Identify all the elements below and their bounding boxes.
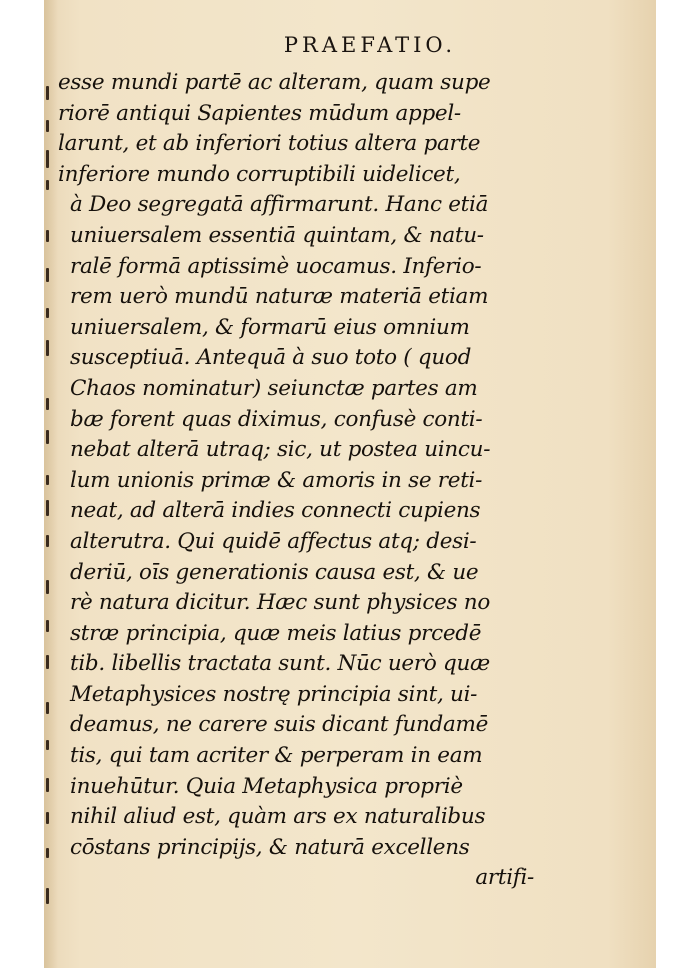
text-line: Chaos nominatur) seiunctæ partes am [70,375,478,401]
text-line: nihil aliud est, quàm ars ex naturalibus [70,804,486,830]
text-line: bæ forent quas diximus, confusè conti- [70,406,483,432]
text-line: alterutra. Qui quidē affectus atq; desi- [70,528,477,554]
text-line: deamus, ne carere suis dicant fundamē [70,712,489,738]
text-line: larunt, et ab inferiori totius altera parte [58,131,481,157]
body-text [58,68,538,894]
text-line: susceptiuā. Antequā à suo toto ( quod [70,345,472,371]
text-line: uniuersalem, & formarū eius omnium [70,314,470,340]
catchword: artifi- [475,865,534,891]
bleed-through-marks [46,80,56,920]
text-line: lum unionis primæ & amoris in se reti- [70,467,483,493]
text-line: riorē antiqui Sapientes mūdum appel- [58,100,461,126]
running-head: PRAEFATIO. [283,33,457,57]
text-line: à Deo segregatā affirmarunt. Hanc etiā [70,192,489,218]
text-line: Metaphysices nostrę principia sint, ui- [70,681,478,707]
text-line: stræ principia, quæ meis latius prcedē [70,620,482,646]
text-line: nebat alterā utraq; sic, ut postea uincu- [70,437,491,463]
text-line: tib. libellis tractata sunt. Nūc uerò quæ [70,651,490,677]
text-line: cōstans principijs, & naturā excellens [70,834,470,860]
text-line: rem uerò mundū naturæ materiā etiam [70,284,489,310]
text-line: uniuersalem essentiā quintam, & natu- [70,222,484,248]
text-line: deriū, oīs generationis causa est, & ue [70,559,479,585]
text-line: tis, qui tam acriter & perperam in eam [70,743,483,769]
text-line: neat, ad alterā indies connecti cupiens [70,498,481,524]
text-line: ralē formā aptissimè uocamus. Inferio- [70,253,482,279]
text-line: esse mundi partē ac alteram, quam supe [58,70,491,95]
text-line: rè natura dicitur. Hæc sunt physices no [70,590,490,616]
book-page [44,0,656,968]
text-line: inuehūtur. Quia Metaphysica propriè [70,773,463,799]
text-line: inferiore mundo corruptibili uidelicet, [58,161,461,187]
